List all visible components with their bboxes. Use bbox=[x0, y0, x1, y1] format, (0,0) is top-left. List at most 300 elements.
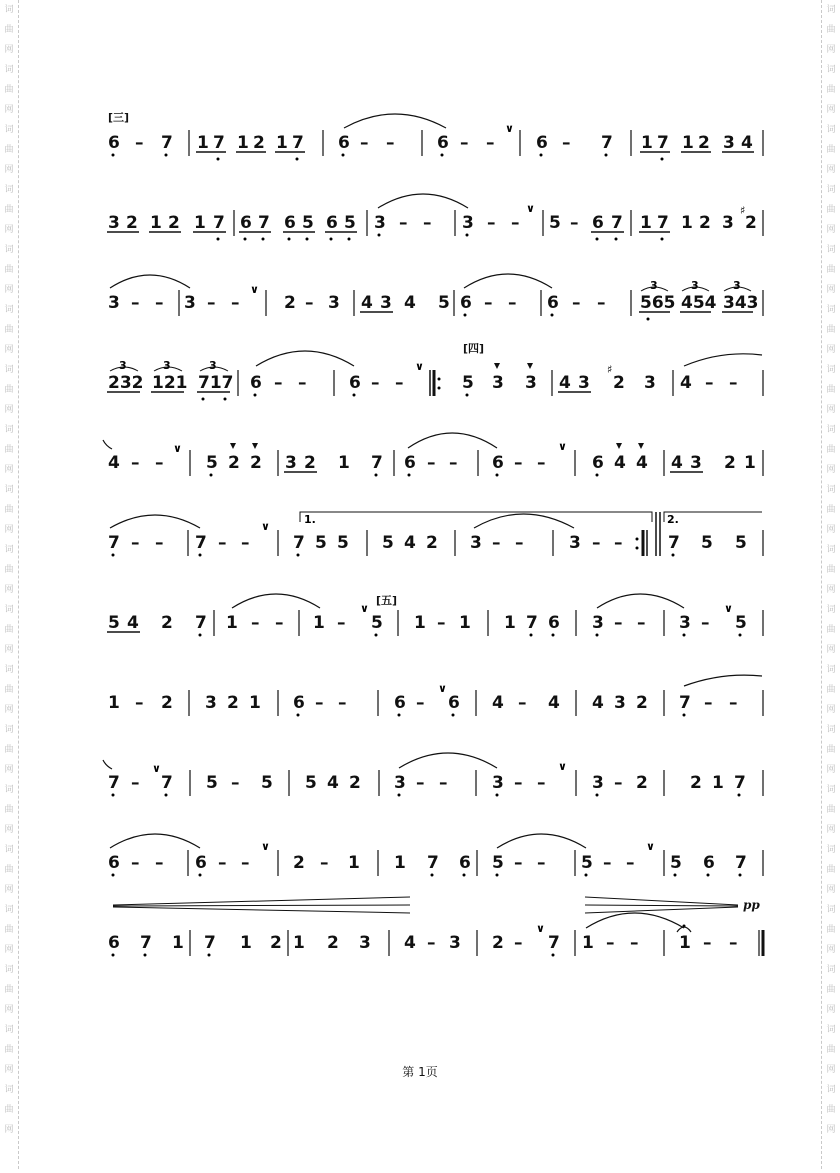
svg-text:1: 1 bbox=[276, 133, 288, 153]
svg-text:1: 1 bbox=[348, 853, 360, 873]
svg-text:2: 2 bbox=[284, 293, 296, 313]
svg-text:6: 6 bbox=[404, 453, 416, 473]
svg-text:7: 7 bbox=[258, 213, 270, 233]
watermark-char: 词 bbox=[4, 185, 14, 195]
watermark-char: 词 bbox=[826, 485, 836, 495]
watermark-char: 网 bbox=[826, 105, 836, 115]
svg-text:–: – bbox=[320, 853, 329, 873]
svg-text:–: – bbox=[492, 533, 501, 553]
svg-text:–: – bbox=[131, 773, 140, 793]
svg-text:454: 454 bbox=[681, 293, 717, 313]
svg-text:5: 5 bbox=[492, 853, 504, 873]
svg-text:1: 1 bbox=[172, 933, 184, 953]
watermark-char: 曲 bbox=[826, 445, 836, 455]
svg-text:∨: ∨ bbox=[250, 283, 259, 296]
svg-text:7: 7 bbox=[657, 213, 669, 233]
watermark-char: 词 bbox=[4, 965, 14, 975]
svg-text:1: 1 bbox=[682, 133, 694, 153]
svg-text:1: 1 bbox=[640, 213, 652, 233]
svg-text:6: 6 bbox=[448, 693, 460, 713]
svg-text:–: – bbox=[537, 773, 546, 793]
svg-text:1: 1 bbox=[313, 613, 325, 633]
svg-text:6: 6 bbox=[195, 853, 207, 873]
svg-text:4: 4 bbox=[741, 133, 753, 153]
watermark-char: 词 bbox=[4, 605, 14, 615]
svg-text:7: 7 bbox=[668, 533, 680, 553]
watermark-char: 词 bbox=[4, 1025, 14, 1035]
svg-text:∨: ∨ bbox=[360, 602, 369, 615]
watermark-char: 曲 bbox=[4, 445, 14, 455]
svg-text:–: – bbox=[315, 693, 324, 713]
svg-text:–: – bbox=[251, 613, 260, 633]
svg-text:5: 5 bbox=[735, 613, 747, 633]
svg-text:–: – bbox=[135, 133, 144, 153]
svg-text:121: 121 bbox=[152, 373, 188, 393]
watermark-char: 网 bbox=[4, 225, 14, 235]
watermark-char: 曲 bbox=[826, 865, 836, 875]
svg-text:3: 3 bbox=[569, 533, 581, 553]
section-mark-5: [五] bbox=[376, 594, 398, 607]
svg-text:5: 5 bbox=[206, 773, 218, 793]
svg-text:–: – bbox=[241, 533, 250, 553]
watermark-char: 曲 bbox=[4, 265, 14, 275]
watermark-char: 词 bbox=[826, 1085, 836, 1095]
watermark-char: 曲 bbox=[4, 505, 14, 515]
svg-text:∨: ∨ bbox=[438, 682, 447, 695]
watermark-char: 网 bbox=[826, 885, 836, 895]
svg-text:–: – bbox=[460, 133, 469, 153]
watermark-char: 词 bbox=[826, 725, 836, 735]
svg-text:2: 2 bbox=[636, 693, 648, 713]
svg-text:5: 5 bbox=[337, 533, 349, 553]
svg-text:–: – bbox=[508, 293, 517, 313]
watermark-char: 网 bbox=[4, 1065, 14, 1075]
watermark-char: 网 bbox=[4, 825, 14, 835]
volta-first: 1. bbox=[304, 513, 316, 526]
svg-text:–: – bbox=[518, 693, 527, 713]
svg-text:–: – bbox=[218, 853, 227, 873]
svg-text:∨: ∨ bbox=[558, 760, 567, 773]
svg-text:5: 5 bbox=[438, 293, 450, 313]
svg-text:2: 2 bbox=[304, 453, 316, 473]
watermark-char: 网 bbox=[826, 285, 836, 295]
svg-text:6: 6 bbox=[108, 133, 120, 153]
svg-text:–: – bbox=[511, 213, 520, 233]
svg-text:2: 2 bbox=[228, 453, 240, 473]
svg-text:3: 3 bbox=[614, 693, 626, 713]
svg-text:6: 6 bbox=[548, 613, 560, 633]
svg-text:♯: ♯ bbox=[740, 204, 746, 217]
watermark-char: 曲 bbox=[826, 205, 836, 215]
svg-text:∨: ∨ bbox=[152, 762, 161, 775]
watermark-char: 曲 bbox=[826, 85, 836, 95]
svg-text:3: 3 bbox=[470, 533, 482, 553]
svg-text:2: 2 bbox=[270, 933, 282, 953]
svg-text:3: 3 bbox=[592, 613, 604, 633]
watermark-char: 网 bbox=[826, 765, 836, 775]
watermark-char: 词 bbox=[4, 305, 14, 315]
svg-text:4: 4 bbox=[108, 453, 120, 473]
svg-text:–: – bbox=[537, 853, 546, 873]
svg-text:∨: ∨ bbox=[526, 202, 535, 215]
svg-text:7: 7 bbox=[108, 533, 120, 553]
svg-text:3: 3 bbox=[380, 293, 392, 313]
svg-text:–: – bbox=[231, 293, 240, 313]
svg-text:–: – bbox=[416, 693, 425, 713]
svg-text:∨: ∨ bbox=[173, 442, 182, 455]
svg-text:2: 2 bbox=[699, 213, 711, 233]
svg-text:6: 6 bbox=[703, 853, 715, 873]
svg-text:–: – bbox=[537, 453, 546, 473]
svg-text:–: – bbox=[135, 693, 144, 713]
svg-text:–: – bbox=[637, 613, 646, 633]
svg-text:2: 2 bbox=[327, 933, 339, 953]
watermark-char: 词 bbox=[826, 365, 836, 375]
svg-text:3: 3 bbox=[108, 293, 120, 313]
watermark-char: 曲 bbox=[826, 385, 836, 395]
svg-text:2: 2 bbox=[613, 373, 625, 393]
svg-text:6: 6 bbox=[108, 933, 120, 953]
svg-text:5: 5 bbox=[371, 613, 383, 633]
svg-text:1: 1 bbox=[293, 933, 305, 953]
watermark-char: 词 bbox=[826, 785, 836, 795]
svg-text:–: – bbox=[449, 453, 458, 473]
svg-text:–: – bbox=[484, 293, 493, 313]
score-line-10 bbox=[108, 834, 763, 877]
score-line-5 bbox=[103, 433, 763, 477]
svg-text:4: 4 bbox=[404, 933, 416, 953]
svg-text:6: 6 bbox=[437, 133, 449, 153]
svg-text:6: 6 bbox=[338, 133, 350, 153]
svg-text:–: – bbox=[597, 293, 606, 313]
svg-text:2: 2 bbox=[698, 133, 710, 153]
svg-text:–: – bbox=[207, 293, 216, 313]
svg-text:4: 4 bbox=[636, 453, 648, 473]
svg-text:1: 1 bbox=[459, 613, 471, 633]
svg-text:–: – bbox=[606, 933, 615, 953]
svg-text:–: – bbox=[701, 613, 710, 633]
watermark-char: 词 bbox=[826, 185, 836, 195]
svg-text:–: – bbox=[705, 373, 714, 393]
svg-text:2: 2 bbox=[293, 853, 305, 873]
svg-text:6: 6 bbox=[284, 213, 296, 233]
svg-text:–: – bbox=[218, 533, 227, 553]
svg-text:–: – bbox=[360, 133, 369, 153]
watermark-char: 网 bbox=[4, 945, 14, 955]
svg-text:♯: ♯ bbox=[607, 363, 613, 376]
svg-text:7: 7 bbox=[108, 773, 120, 793]
svg-text:2: 2 bbox=[168, 213, 180, 233]
svg-text:2: 2 bbox=[253, 133, 265, 153]
svg-text:3: 3 bbox=[184, 293, 196, 313]
svg-text:7: 7 bbox=[611, 213, 623, 233]
svg-text:3: 3 bbox=[578, 373, 590, 393]
svg-text:–: – bbox=[487, 213, 496, 233]
svg-text:5: 5 bbox=[302, 213, 314, 233]
svg-text:–: – bbox=[131, 453, 140, 473]
svg-text:3: 3 bbox=[285, 453, 297, 473]
watermark-char: 曲 bbox=[4, 925, 14, 935]
watermark-char: 词 bbox=[4, 785, 14, 795]
svg-text:1: 1 bbox=[249, 693, 261, 713]
svg-text:–: – bbox=[729, 933, 738, 953]
watermark-char: 词 bbox=[4, 245, 14, 255]
svg-text:–: – bbox=[386, 133, 395, 153]
watermark-char: 曲 bbox=[826, 625, 836, 635]
watermark-char: 网 bbox=[4, 165, 14, 175]
watermark-char: 网 bbox=[826, 525, 836, 535]
svg-text:4: 4 bbox=[614, 453, 626, 473]
svg-text:7: 7 bbox=[427, 853, 439, 873]
svg-text:–: – bbox=[305, 293, 314, 313]
svg-text:5: 5 bbox=[735, 533, 747, 553]
svg-text:1: 1 bbox=[226, 613, 238, 633]
svg-text:1: 1 bbox=[108, 693, 120, 713]
svg-text:–: – bbox=[416, 773, 425, 793]
watermark-char: 网 bbox=[4, 645, 14, 655]
svg-text:3: 3 bbox=[205, 693, 217, 713]
watermark-char: 词 bbox=[826, 125, 836, 135]
svg-text:3: 3 bbox=[359, 933, 371, 953]
svg-text:3: 3 bbox=[492, 373, 504, 393]
watermark-char: 曲 bbox=[826, 505, 836, 515]
svg-text:2: 2 bbox=[690, 773, 702, 793]
svg-text:6: 6 bbox=[108, 853, 120, 873]
svg-text:2: 2 bbox=[250, 453, 262, 473]
svg-text:7: 7 bbox=[601, 133, 613, 153]
svg-text:–: – bbox=[514, 773, 523, 793]
svg-text:–: – bbox=[614, 533, 623, 553]
svg-text:5: 5 bbox=[382, 533, 394, 553]
watermark-char: 网 bbox=[826, 465, 836, 475]
watermark-char: 网 bbox=[4, 405, 14, 415]
svg-text:6: 6 bbox=[293, 693, 305, 713]
svg-text:5: 5 bbox=[344, 213, 356, 233]
score-line-4 bbox=[107, 342, 763, 401]
svg-text:–: – bbox=[155, 853, 164, 873]
watermark-char: 曲 bbox=[4, 805, 14, 815]
svg-text:–: – bbox=[437, 613, 446, 633]
svg-text:6: 6 bbox=[592, 453, 604, 473]
score-line-7 bbox=[107, 594, 763, 637]
watermark-char: 曲 bbox=[4, 25, 14, 35]
svg-text:6: 6 bbox=[349, 373, 361, 393]
watermark-char: 曲 bbox=[826, 805, 836, 815]
svg-text:–: – bbox=[514, 453, 523, 473]
svg-text:–: – bbox=[703, 933, 712, 953]
svg-text:–: – bbox=[427, 933, 436, 953]
svg-text:3: 3 bbox=[449, 933, 461, 953]
svg-text:3: 3 bbox=[209, 359, 217, 372]
svg-text:2: 2 bbox=[745, 213, 757, 233]
svg-text:6: 6 bbox=[547, 293, 559, 313]
svg-text:2: 2 bbox=[426, 533, 438, 553]
svg-text:7: 7 bbox=[195, 613, 207, 633]
watermark-char: 网 bbox=[826, 1005, 836, 1015]
svg-text:4: 4 bbox=[404, 293, 416, 313]
svg-text:6: 6 bbox=[240, 213, 252, 233]
watermark-char: 词 bbox=[4, 485, 14, 495]
svg-text:1: 1 bbox=[744, 453, 756, 473]
svg-text:4: 4 bbox=[592, 693, 604, 713]
svg-text:6: 6 bbox=[459, 853, 471, 873]
watermark-char: 词 bbox=[4, 65, 14, 75]
svg-text:∨: ∨ bbox=[536, 922, 545, 935]
svg-text:3: 3 bbox=[462, 213, 474, 233]
svg-text:7: 7 bbox=[140, 933, 152, 953]
svg-text:2: 2 bbox=[492, 933, 504, 953]
svg-text:5: 5 bbox=[108, 613, 120, 633]
watermark-char: 曲 bbox=[826, 145, 836, 155]
svg-text:–: – bbox=[395, 373, 404, 393]
dynamics-markings bbox=[113, 897, 760, 913]
svg-text:1: 1 bbox=[414, 613, 426, 633]
watermark-char: 曲 bbox=[4, 1105, 14, 1115]
svg-text:1: 1 bbox=[338, 453, 350, 473]
svg-text:–: – bbox=[241, 853, 250, 873]
watermark-char: 词 bbox=[4, 1085, 14, 1095]
watermark-char: 网 bbox=[4, 1005, 14, 1015]
svg-text:∨: ∨ bbox=[646, 840, 655, 853]
svg-text:–: – bbox=[614, 613, 623, 633]
svg-text:–: – bbox=[131, 853, 140, 873]
svg-text:–: – bbox=[427, 453, 436, 473]
svg-text:–: – bbox=[439, 773, 448, 793]
watermark-char: 词 bbox=[826, 965, 836, 975]
svg-text:4: 4 bbox=[327, 773, 339, 793]
svg-text:∨: ∨ bbox=[505, 122, 514, 135]
watermark-char: 网 bbox=[826, 1065, 836, 1075]
watermark-char: 网 bbox=[826, 165, 836, 175]
svg-text:3: 3 bbox=[644, 373, 656, 393]
svg-text:7: 7 bbox=[548, 933, 560, 953]
watermark-char: 词 bbox=[4, 665, 14, 675]
dynamics-pp: pp bbox=[743, 898, 760, 912]
watermark-char: 曲 bbox=[4, 865, 14, 875]
watermark-char: 曲 bbox=[826, 685, 836, 695]
svg-text:1: 1 bbox=[394, 853, 406, 873]
svg-text:–: – bbox=[729, 373, 738, 393]
svg-text:3: 3 bbox=[328, 293, 340, 313]
svg-text:7: 7 bbox=[526, 613, 538, 633]
svg-text:5: 5 bbox=[305, 773, 317, 793]
svg-text:6: 6 bbox=[326, 213, 338, 233]
svg-text:–: – bbox=[626, 853, 635, 873]
svg-text:343: 343 bbox=[723, 293, 759, 313]
svg-text:2: 2 bbox=[636, 773, 648, 793]
svg-text:–: – bbox=[562, 133, 571, 153]
section-mark-4: [四] bbox=[463, 342, 485, 355]
svg-text:7: 7 bbox=[734, 773, 746, 793]
score-line-11 bbox=[108, 913, 763, 957]
watermark-char: 网 bbox=[826, 345, 836, 355]
watermark-char: 词 bbox=[4, 725, 14, 735]
watermark-char: 网 bbox=[826, 945, 836, 955]
watermark-char: 网 bbox=[4, 465, 14, 475]
svg-text:7: 7 bbox=[292, 133, 304, 153]
svg-text:–: – bbox=[231, 773, 240, 793]
svg-text:3: 3 bbox=[650, 279, 658, 292]
watermark-char: 网 bbox=[4, 585, 14, 595]
score-line-2 bbox=[107, 194, 763, 241]
svg-text:–: – bbox=[131, 293, 140, 313]
svg-text:–: – bbox=[603, 853, 612, 873]
svg-text:6: 6 bbox=[492, 453, 504, 473]
watermark-char: 曲 bbox=[4, 205, 14, 215]
svg-text:3: 3 bbox=[525, 373, 537, 393]
watermark-char: 网 bbox=[4, 885, 14, 895]
watermark-char: 网 bbox=[826, 705, 836, 715]
watermark-char: 曲 bbox=[4, 325, 14, 335]
svg-text:3: 3 bbox=[119, 359, 127, 372]
watermark-char: 曲 bbox=[826, 1105, 836, 1115]
svg-text:3: 3 bbox=[733, 279, 741, 292]
watermark-char: 曲 bbox=[4, 85, 14, 95]
svg-text:232: 232 bbox=[108, 373, 144, 393]
svg-text:7: 7 bbox=[735, 853, 747, 873]
watermark-char: 网 bbox=[4, 1125, 14, 1135]
svg-text:–: – bbox=[729, 693, 738, 713]
svg-text:5: 5 bbox=[581, 853, 593, 873]
score-line-8 bbox=[108, 675, 763, 716]
svg-text:–: – bbox=[592, 533, 601, 553]
svg-text:5: 5 bbox=[206, 453, 218, 473]
svg-text:–: – bbox=[572, 293, 581, 313]
watermark-char: 网 bbox=[4, 105, 14, 115]
watermark-char: 词 bbox=[4, 845, 14, 855]
svg-text:–: – bbox=[515, 533, 524, 553]
svg-text:2: 2 bbox=[161, 613, 173, 633]
svg-text:–: – bbox=[155, 453, 164, 473]
svg-text:7: 7 bbox=[657, 133, 669, 153]
watermark-char: 曲 bbox=[826, 925, 836, 935]
svg-text:4: 4 bbox=[671, 453, 683, 473]
svg-text:2: 2 bbox=[349, 773, 361, 793]
svg-text:3: 3 bbox=[108, 213, 120, 233]
svg-text:7: 7 bbox=[161, 773, 173, 793]
svg-text:∨: ∨ bbox=[415, 360, 424, 373]
watermark-char: 曲 bbox=[826, 745, 836, 755]
svg-text:3: 3 bbox=[374, 213, 386, 233]
svg-text:7: 7 bbox=[213, 133, 225, 153]
svg-text:–: – bbox=[338, 693, 347, 713]
svg-text:3: 3 bbox=[722, 213, 734, 233]
watermark-char: 词 bbox=[4, 905, 14, 915]
watermark-char: 曲 bbox=[826, 265, 836, 275]
watermark-char: 网 bbox=[4, 705, 14, 715]
svg-text:4: 4 bbox=[361, 293, 373, 313]
watermark-char: 曲 bbox=[4, 745, 14, 755]
watermark-char: 词 bbox=[4, 545, 14, 555]
svg-text:3: 3 bbox=[592, 773, 604, 793]
watermark-char: 曲 bbox=[4, 985, 14, 995]
score-line-9 bbox=[103, 753, 763, 797]
svg-text:7: 7 bbox=[679, 693, 691, 713]
watermark-char: 网 bbox=[826, 645, 836, 655]
section-mark-3: [三] bbox=[108, 111, 130, 124]
svg-text:–: – bbox=[514, 933, 523, 953]
watermark-char: 网 bbox=[4, 45, 14, 55]
svg-text:–: – bbox=[570, 213, 579, 233]
svg-text:4: 4 bbox=[680, 373, 692, 393]
svg-text:4: 4 bbox=[127, 613, 139, 633]
svg-text:3: 3 bbox=[723, 133, 735, 153]
svg-text:–: – bbox=[704, 693, 713, 713]
watermark-char: 词 bbox=[4, 125, 14, 135]
watermark-char: 词 bbox=[826, 305, 836, 315]
svg-text:–: – bbox=[371, 373, 380, 393]
watermark-char: 词 bbox=[826, 65, 836, 75]
